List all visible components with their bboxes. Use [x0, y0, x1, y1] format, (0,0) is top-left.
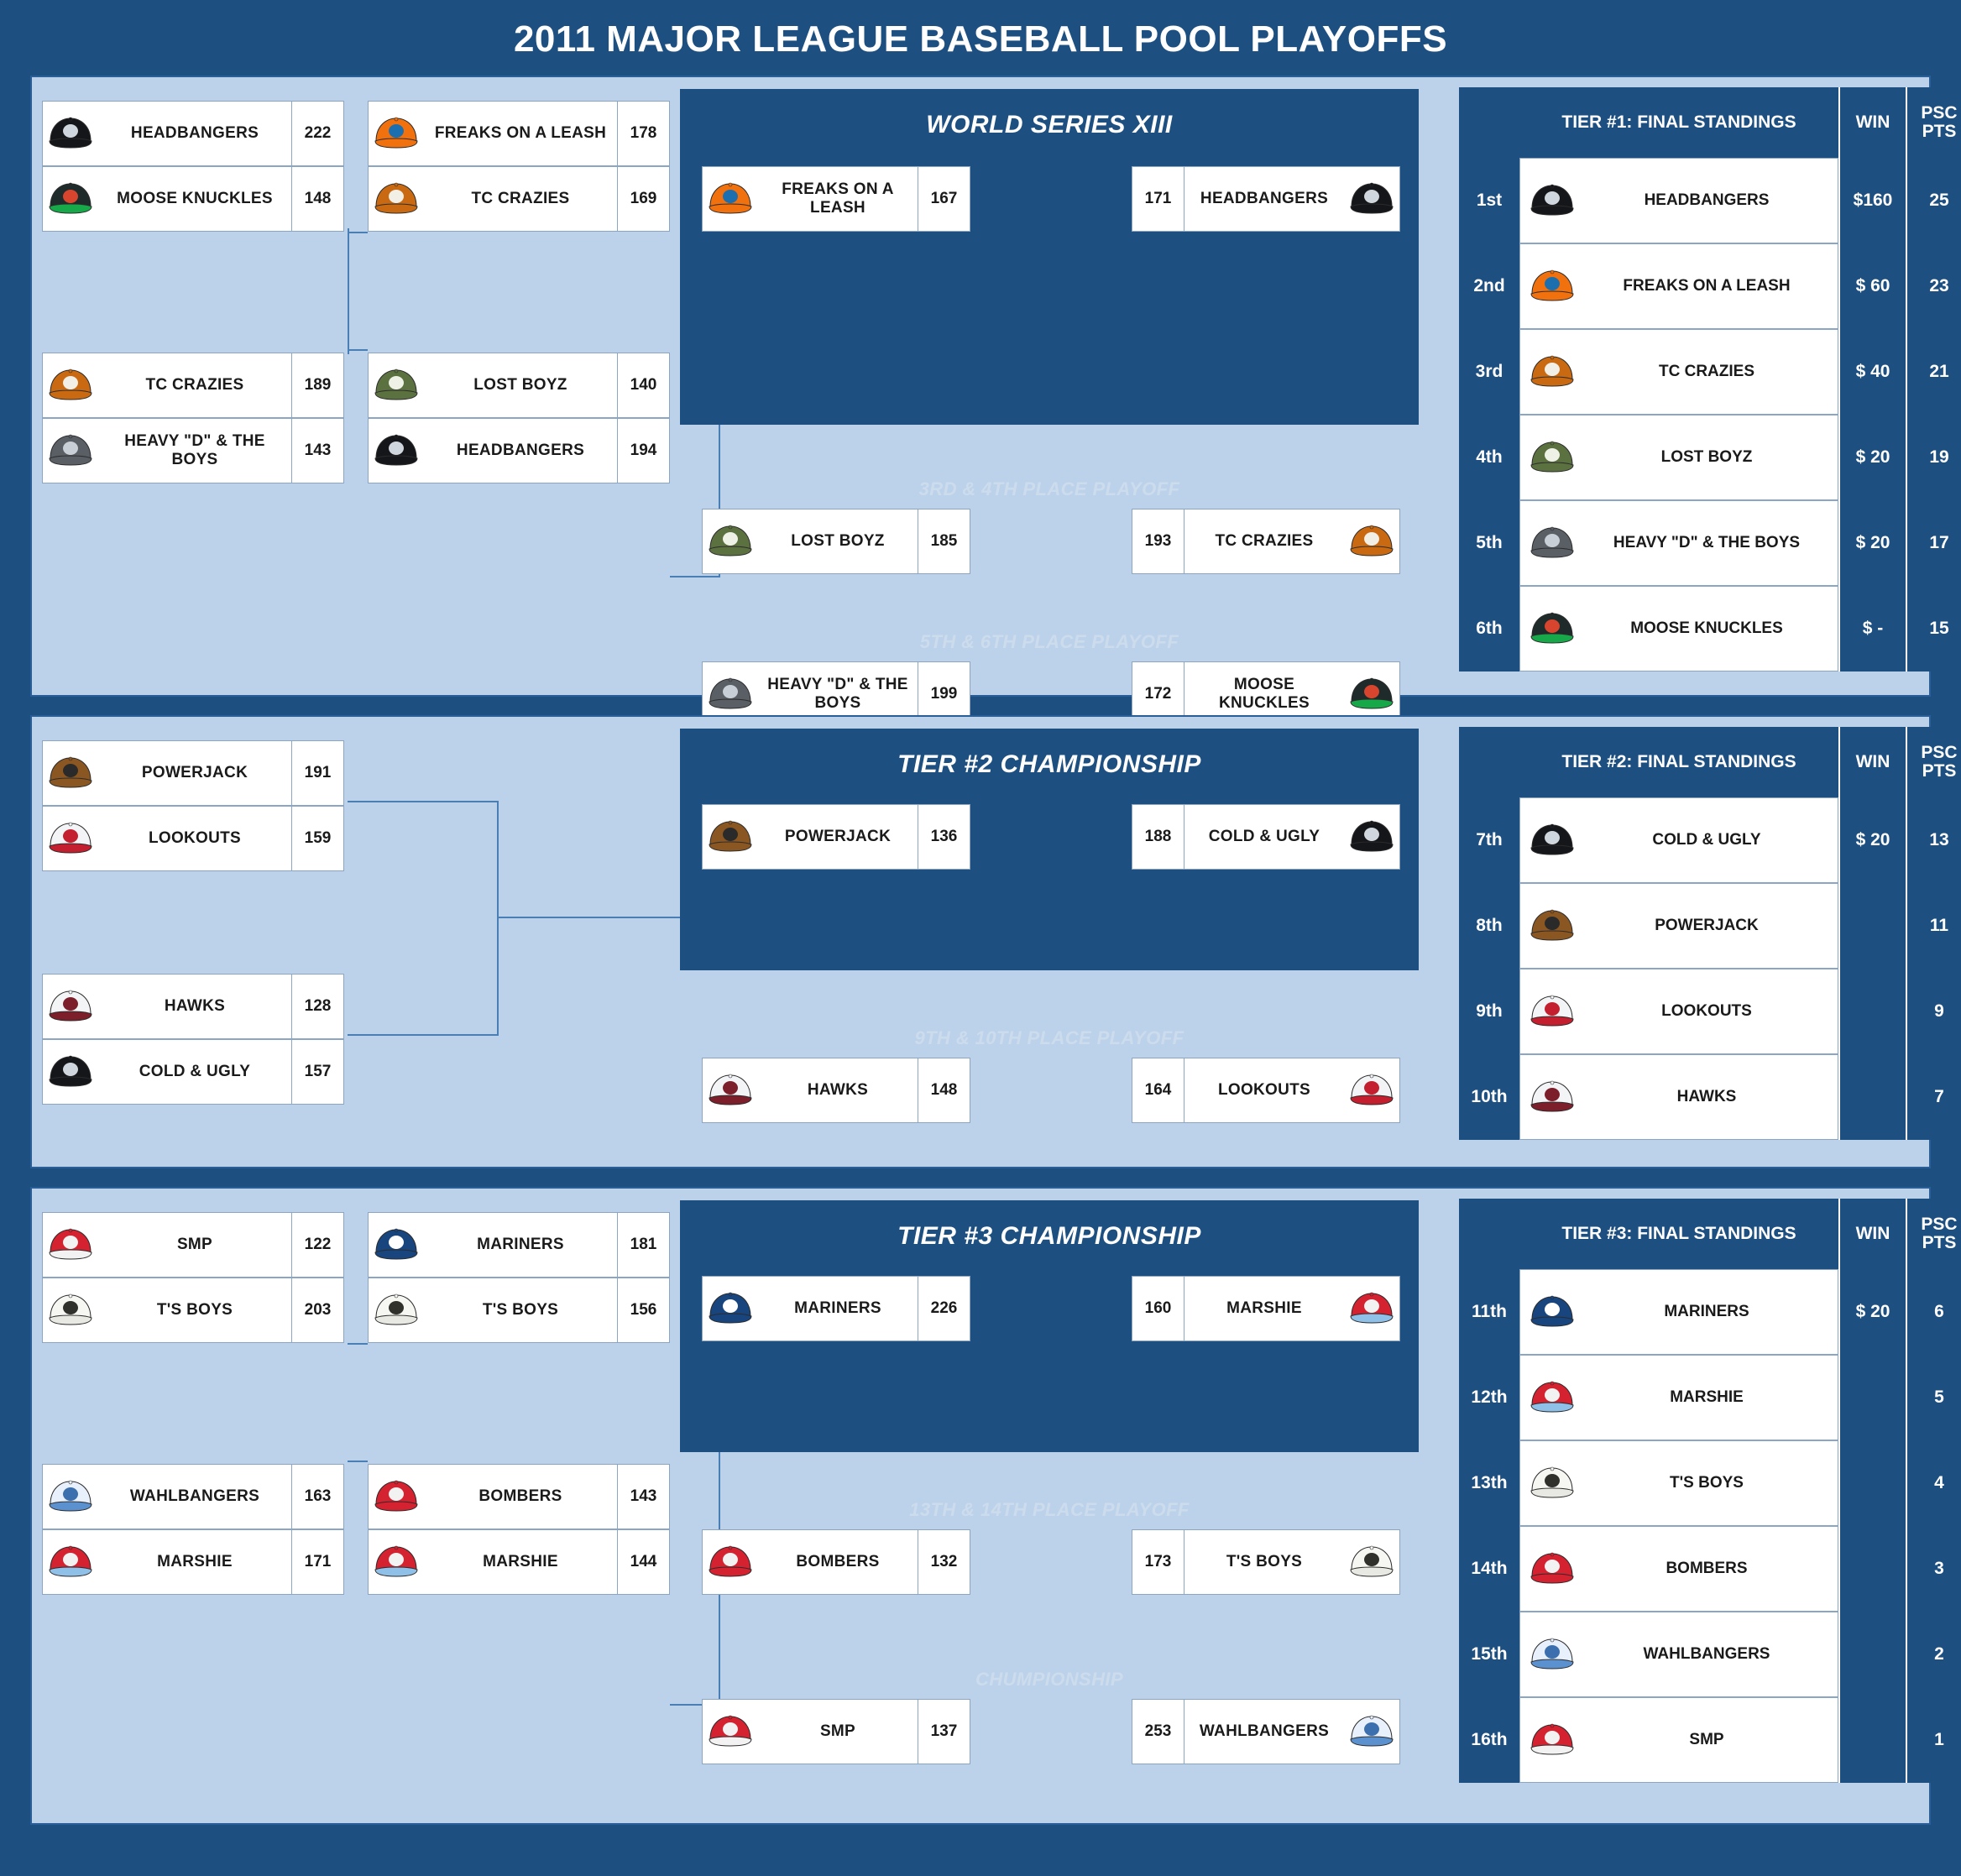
match-box — [368, 1464, 670, 1529]
win-header: WIN — [1838, 1199, 1906, 1269]
team-name: BOMBERS — [1666, 1560, 1748, 1578]
team-name: WAHLBANGERS — [129, 1487, 260, 1506]
standings-row — [1459, 243, 1961, 329]
team-score: 188 — [1132, 805, 1184, 869]
team-name: HAWKS — [1676, 1088, 1737, 1106]
cap-icon — [703, 677, 758, 712]
team-score: 159 — [291, 807, 343, 870]
cap-icon — [43, 433, 98, 468]
match-box — [368, 1529, 670, 1595]
tier-1-standings — [1459, 87, 1961, 671]
rank: 16th — [1459, 1697, 1519, 1783]
match-box — [1132, 166, 1400, 232]
rank: 15th — [1459, 1612, 1519, 1697]
team-name: LOST BOYZ — [791, 532, 885, 551]
standings-row — [1459, 415, 1961, 500]
match-box — [368, 1212, 670, 1278]
team-score: 137 — [918, 1700, 970, 1764]
team-score: 173 — [1132, 1530, 1184, 1594]
team-name: TC CRAZIES — [471, 190, 570, 208]
team-score: 148 — [291, 167, 343, 231]
cap-icon — [369, 1293, 424, 1328]
cap-icon — [1344, 1714, 1399, 1749]
tier-1-section — [30, 76, 1958, 712]
team-name: TC CRAZIES — [1215, 532, 1314, 551]
cap-icon — [43, 1544, 98, 1580]
standings-row — [1459, 158, 1961, 243]
cap-icon — [43, 368, 98, 403]
match-box — [42, 806, 344, 871]
standings-row — [1459, 586, 1961, 671]
team-name: T'S BOYS — [1670, 1474, 1744, 1492]
cap-icon — [43, 181, 98, 217]
rank: 9th — [1459, 969, 1519, 1054]
win-amount — [1838, 1355, 1906, 1440]
team-score: 169 — [617, 167, 669, 231]
rank: 5th — [1459, 500, 1519, 586]
bracket-line — [670, 576, 720, 577]
ninth-place-title: 9TH & 10TH PLACE PLAYOFF — [914, 1027, 1184, 1048]
team-name: POWERJACK — [784, 828, 892, 846]
match-box — [368, 353, 670, 418]
match-box — [42, 1212, 344, 1278]
psc-points: 3 — [1906, 1526, 1961, 1612]
tier-3-section — [30, 1187, 1958, 1825]
team-name: MOOSE KNUCKLES — [117, 190, 273, 208]
match-box — [42, 101, 344, 166]
team-score: 122 — [291, 1213, 343, 1277]
team-score: 171 — [1132, 167, 1184, 231]
bracket-line — [348, 801, 499, 802]
cap-icon — [1520, 1380, 1584, 1415]
win-amount: $ 20 — [1838, 1269, 1906, 1355]
cap-icon — [1520, 994, 1584, 1029]
standings-row — [1459, 329, 1961, 415]
cap-icon — [1344, 1291, 1399, 1326]
team-score: 167 — [918, 167, 970, 231]
cap-icon — [369, 368, 424, 403]
team-name: SMP — [176, 1236, 213, 1254]
cap-icon — [1520, 183, 1584, 218]
cap-icon — [1520, 823, 1584, 858]
cap-icon — [1520, 908, 1584, 943]
team-name: T'S BOYS — [156, 1301, 233, 1319]
cap-icon — [369, 433, 424, 468]
win-amount — [1838, 1697, 1906, 1783]
team-name: HEAVY "D" & THE BOYS — [1613, 534, 1801, 552]
cap-icon — [1344, 1073, 1399, 1108]
team-score: 203 — [291, 1278, 343, 1342]
rank: 10th — [1459, 1054, 1519, 1140]
team-score: 144 — [617, 1530, 669, 1594]
cap-icon — [1344, 524, 1399, 559]
team-score: 157 — [291, 1040, 343, 1104]
team-score: 253 — [1132, 1700, 1184, 1764]
standings-row — [1459, 1355, 1961, 1440]
team-score: 181 — [617, 1213, 669, 1277]
team-score: 193 — [1132, 509, 1184, 573]
team-name: HAWKS — [807, 1081, 869, 1100]
standings-row — [1459, 797, 1961, 883]
team-name: HEADBANGERS — [130, 124, 259, 143]
standings-row — [1459, 1526, 1961, 1612]
match-box — [368, 166, 670, 232]
cap-icon — [1520, 1551, 1584, 1586]
standings-title: TIER #2: FINAL STANDINGS — [1561, 752, 1796, 771]
third-place-title: 3RD & 4TH PLACE PLAYOFF — [918, 478, 1180, 499]
team-score: 128 — [291, 975, 343, 1038]
cap-icon — [703, 524, 758, 559]
match-box — [702, 1699, 970, 1764]
standings-row — [1459, 500, 1961, 586]
team-name: LOOKOUTS — [1661, 1002, 1752, 1021]
psc-points: 25 — [1906, 158, 1961, 243]
rank: 7th — [1459, 797, 1519, 883]
chumpionship-title: CHUMPIONSHIP — [975, 1669, 1123, 1690]
team-name: HEAVY "D" & THE BOYS — [767, 676, 908, 712]
bracket-line — [348, 349, 368, 351]
win-amount — [1838, 969, 1906, 1054]
psc-points: 13 — [1906, 797, 1961, 883]
standings-rows — [1459, 1269, 1961, 1783]
rank: 8th — [1459, 883, 1519, 969]
team-score: 172 — [1132, 662, 1184, 726]
rank: 3rd — [1459, 329, 1519, 415]
team-name: MARINERS — [477, 1236, 564, 1254]
psc-points: 11 — [1906, 883, 1961, 969]
bracket-line — [348, 1343, 368, 1345]
cap-icon — [1344, 677, 1399, 712]
cap-icon — [1520, 611, 1584, 646]
tier-3-standings — [1459, 1199, 1961, 1783]
standings-rows — [1459, 797, 1961, 1140]
pts-header: PSC PTS — [1906, 1199, 1961, 1269]
match-box — [1132, 1529, 1400, 1595]
match-box — [702, 1529, 970, 1595]
team-score: 191 — [291, 741, 343, 805]
team-name: MARSHIE — [157, 1553, 233, 1571]
cap-icon — [1520, 1079, 1584, 1115]
standings-header — [1459, 727, 1961, 797]
team-name: WAHLBANGERS — [1199, 1722, 1330, 1741]
team-name: TC CRAZIES — [1659, 363, 1754, 381]
panel-title: WORLD SERIES XIII — [926, 111, 1173, 138]
standings-row — [1459, 1054, 1961, 1140]
bracket-line — [348, 1461, 368, 1462]
psc-points: 2 — [1906, 1612, 1961, 1697]
win-header: WIN — [1838, 87, 1906, 158]
psc-points: 23 — [1906, 243, 1961, 329]
rank: 12th — [1459, 1355, 1519, 1440]
team-name: COLD & UGLY — [139, 1063, 251, 1081]
match-box — [1132, 1699, 1400, 1764]
match-box — [368, 101, 670, 166]
team-name: BOMBERS — [478, 1487, 562, 1506]
team-name: MARSHIE — [483, 1553, 558, 1571]
win-amount: $ 60 — [1838, 243, 1906, 329]
cap-icon — [369, 181, 424, 217]
cap-icon — [703, 1544, 758, 1580]
win-amount: $ 20 — [1838, 500, 1906, 586]
standings-title: TIER #1: FINAL STANDINGS — [1561, 112, 1796, 132]
cap-icon — [1520, 1637, 1584, 1672]
match-box — [42, 1464, 344, 1529]
bracket-line — [348, 1034, 499, 1036]
standings-row — [1459, 1697, 1961, 1783]
team-name: SMP — [819, 1722, 856, 1741]
rank: 1st — [1459, 158, 1519, 243]
team-name: MOOSE KNUCKLES — [1219, 676, 1310, 712]
psc-points: 7 — [1906, 1054, 1961, 1140]
team-name: LOST BOYZ — [1660, 448, 1753, 467]
team-name: FREAKS ON A LEASH — [434, 124, 607, 143]
match-box — [42, 1278, 344, 1343]
win-amount: $ 40 — [1838, 329, 1906, 415]
win-amount — [1838, 883, 1906, 969]
cap-icon — [43, 989, 98, 1024]
team-name: HEADBANGERS — [1200, 190, 1329, 208]
cap-icon — [43, 116, 98, 151]
team-name: HEADBANGERS — [1644, 191, 1770, 210]
standings-header — [1459, 87, 1961, 158]
cap-icon — [43, 821, 98, 856]
match-box — [702, 166, 970, 232]
pts-header: PSC PTS — [1906, 727, 1961, 797]
team-score: 226 — [918, 1277, 970, 1340]
cap-icon — [1344, 1544, 1399, 1580]
team-score: 171 — [291, 1530, 343, 1594]
team-score: 140 — [617, 353, 669, 417]
psc-points: 19 — [1906, 415, 1961, 500]
psc-points: 15 — [1906, 586, 1961, 671]
win-amount — [1838, 1526, 1906, 1612]
match-box — [42, 1529, 344, 1595]
team-name: COLD & UGLY — [1208, 828, 1320, 846]
cap-icon — [369, 1479, 424, 1514]
team-name: FREAKS ON A LEASH — [1623, 277, 1791, 295]
team-score: 136 — [918, 805, 970, 869]
cap-icon — [1520, 1722, 1584, 1758]
team-score: 160 — [1132, 1277, 1184, 1340]
team-name: HAWKS — [164, 997, 226, 1016]
bracket-line — [348, 228, 368, 354]
standings-row — [1459, 969, 1961, 1054]
team-name: BOMBERS — [796, 1553, 880, 1571]
win-amount: $ 20 — [1838, 797, 1906, 883]
cap-icon — [703, 181, 758, 217]
team-score: 143 — [617, 1465, 669, 1528]
team-name: MARSHIE — [1670, 1388, 1744, 1407]
tier-2-section — [30, 715, 1958, 1168]
bracket-line — [348, 232, 368, 233]
fifth-place-title: 5TH & 6TH PLACE PLAYOFF — [919, 631, 1179, 652]
panel-title: TIER #2 CHAMPIONSHIP — [897, 750, 1201, 778]
match-box — [42, 740, 344, 806]
standings-row — [1459, 1612, 1961, 1697]
team-name: LOOKOUTS — [148, 829, 242, 848]
cap-icon — [1520, 269, 1584, 304]
standings-row — [1459, 1269, 1961, 1355]
cap-icon — [43, 1054, 98, 1090]
cap-icon — [369, 1227, 424, 1262]
psc-points: 1 — [1906, 1697, 1961, 1783]
team-name: MARINERS — [794, 1299, 881, 1318]
standings-header — [1459, 1199, 1961, 1269]
pts-header: PSC PTS — [1906, 87, 1961, 158]
world-series-panel — [680, 89, 1419, 425]
win-amount — [1838, 1612, 1906, 1697]
win-amount — [1838, 1440, 1906, 1526]
team-name: FREAKS ON A LEASH — [782, 180, 894, 217]
win-header: WIN — [1838, 727, 1906, 797]
standings-row — [1459, 883, 1961, 969]
team-name: MARINERS — [1664, 1303, 1749, 1321]
cap-icon — [703, 1291, 758, 1326]
cap-icon — [369, 1544, 424, 1580]
team-score: 148 — [918, 1058, 970, 1122]
team-name: T'S BOYS — [482, 1301, 559, 1319]
bracket-line — [497, 917, 698, 918]
team-name: HEAVY "D" & THE BOYS — [124, 432, 265, 468]
standings-row — [1459, 1440, 1961, 1526]
team-name: HEADBANGERS — [456, 442, 585, 460]
match-box — [702, 1276, 970, 1341]
team-name: POWERJACK — [1655, 917, 1759, 935]
team-score: 194 — [617, 419, 669, 483]
team-score: 156 — [617, 1278, 669, 1342]
panel-title: TIER #3 CHAMPIONSHIP — [897, 1222, 1201, 1250]
match-box — [42, 1039, 344, 1105]
cap-icon — [43, 1293, 98, 1328]
team-score: 199 — [918, 662, 970, 726]
psc-points: 21 — [1906, 329, 1961, 415]
cap-icon — [369, 116, 424, 151]
psc-points: 6 — [1906, 1269, 1961, 1355]
psc-points: 9 — [1906, 969, 1961, 1054]
win-amount — [1838, 1054, 1906, 1140]
match-box — [42, 353, 344, 418]
standings-rows — [1459, 158, 1961, 671]
cap-icon — [1520, 1294, 1584, 1330]
rank: 11th — [1459, 1269, 1519, 1355]
team-score: 143 — [291, 419, 343, 483]
cap-icon — [1520, 354, 1584, 389]
team-score: 189 — [291, 353, 343, 417]
team-score: 132 — [918, 1530, 970, 1594]
bracket-line — [497, 801, 499, 1036]
rank: 2nd — [1459, 243, 1519, 329]
cap-icon — [1520, 525, 1584, 561]
match-box — [1132, 1276, 1400, 1341]
match-box — [702, 1058, 970, 1123]
tier-2-standings — [1459, 727, 1961, 1140]
cap-icon — [703, 1073, 758, 1108]
match-box — [702, 804, 970, 870]
team-name: TC CRAZIES — [145, 376, 244, 395]
match-box — [1132, 1058, 1400, 1123]
match-box — [42, 166, 344, 232]
cap-icon — [703, 819, 758, 854]
win-amount: $ - — [1838, 586, 1906, 671]
team-score: 185 — [918, 509, 970, 573]
cap-icon — [43, 755, 98, 791]
cap-icon — [43, 1227, 98, 1262]
team-score: 163 — [291, 1465, 343, 1528]
psc-points: 17 — [1906, 500, 1961, 586]
team-name: COLD & UGLY — [1652, 831, 1761, 849]
team-name: MOOSE KNUCKLES — [1630, 619, 1783, 638]
match-box — [42, 418, 344, 483]
rank: 6th — [1459, 586, 1519, 671]
standings-title: TIER #3: FINAL STANDINGS — [1561, 1224, 1796, 1243]
team-score: 164 — [1132, 1058, 1184, 1122]
team-score: 222 — [291, 102, 343, 165]
match-box — [702, 509, 970, 574]
team-name: LOST BOYZ — [473, 376, 567, 395]
match-box — [368, 418, 670, 483]
match-box — [1132, 509, 1400, 574]
rank: 14th — [1459, 1526, 1519, 1612]
team-name: SMP — [1689, 1731, 1724, 1749]
cap-icon — [1344, 819, 1399, 854]
match-box — [42, 974, 344, 1039]
team-name: WAHLBANGERS — [1643, 1645, 1770, 1664]
rank: 13th — [1459, 1440, 1519, 1526]
page-title: 2011 MAJOR LEAGUE BASEBALL POOL PLAYOFFS — [513, 18, 1448, 60]
rank: 4th — [1459, 415, 1519, 500]
cap-icon — [703, 1714, 758, 1749]
team-name: MARSHIE — [1226, 1299, 1302, 1318]
psc-points: 5 — [1906, 1355, 1961, 1440]
team-name: POWERJACK — [141, 764, 248, 782]
cap-icon — [1344, 181, 1399, 217]
win-amount: $160 — [1838, 158, 1906, 243]
cap-icon — [1520, 440, 1584, 475]
cap-icon — [1520, 1466, 1584, 1501]
team-score: 178 — [617, 102, 669, 165]
thirteenth-place-title: 13TH & 14TH PLACE PLAYOFF — [909, 1499, 1190, 1520]
match-box — [368, 1278, 670, 1343]
win-amount: $ 20 — [1838, 415, 1906, 500]
team-name: T'S BOYS — [1226, 1553, 1303, 1571]
psc-points: 4 — [1906, 1440, 1961, 1526]
match-box — [1132, 804, 1400, 870]
team-name: LOOKOUTS — [1217, 1081, 1311, 1100]
cap-icon — [43, 1479, 98, 1514]
